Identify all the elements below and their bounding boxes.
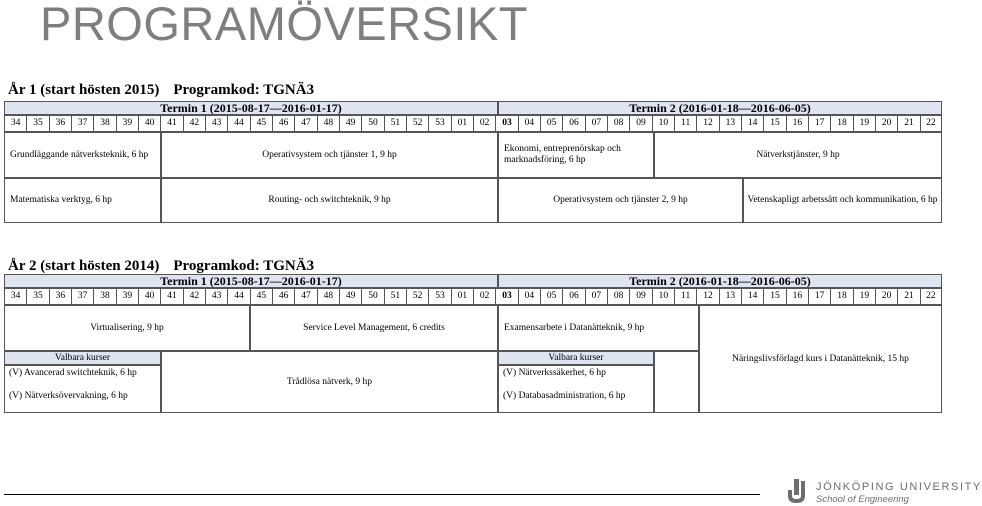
week-cell: 43 bbox=[205, 115, 227, 132]
week-cell: 08 bbox=[607, 115, 629, 132]
footer-divider bbox=[4, 494, 760, 495]
course-natverkstjanster: Nätverkstjänster, 9 hp bbox=[654, 132, 942, 178]
week-cell: 04 bbox=[518, 288, 540, 305]
year1-term2: Termin 2 (2016-01-18—2016-06-05) bbox=[498, 101, 942, 115]
week-cell: 44 bbox=[227, 288, 249, 305]
week-cell: 02 bbox=[473, 115, 495, 132]
week-cell: 21 bbox=[897, 288, 919, 305]
course-grundlaggande-natverksteknik: Grundläggande nätverksteknik, 6 hp bbox=[4, 132, 161, 178]
week-cell: 40 bbox=[138, 115, 160, 132]
year1-term1: Termin 1 (2015-08-17—2016-01-17) bbox=[4, 101, 498, 115]
week-cell: 40 bbox=[138, 288, 160, 305]
week-cell: 05 bbox=[540, 288, 562, 305]
week-cell: 43 bbox=[205, 288, 227, 305]
empty-slot bbox=[654, 351, 699, 413]
week-cell: 01 bbox=[451, 115, 473, 132]
week-cell: 05 bbox=[540, 115, 562, 132]
week-cell: 35 bbox=[26, 288, 48, 305]
week-cell: 52 bbox=[406, 288, 428, 305]
year1-heading bbox=[8, 82, 314, 99]
week-cell: 51 bbox=[384, 288, 406, 305]
week-cell: 06 bbox=[562, 288, 584, 305]
week-cell: 49 bbox=[339, 288, 361, 305]
year1-schedule bbox=[4, 101, 942, 223]
year2-week-row bbox=[4, 288, 942, 305]
week-cell: 41 bbox=[160, 288, 182, 305]
year2-program-code: Programkod: TGNÄ3 bbox=[173, 258, 315, 274]
electives-right-header: Valbara kurser bbox=[498, 351, 654, 365]
school-name: School of Engineering bbox=[816, 494, 909, 505]
course-service-level-management: Service Level Management, 6 credits bbox=[250, 305, 498, 351]
week-cell: 22 bbox=[920, 288, 942, 305]
course-routing-switchteknik: Routing- och switchteknik, 9 hp bbox=[161, 178, 498, 223]
week-cell: 01 bbox=[451, 288, 473, 305]
week-cell: 36 bbox=[49, 115, 71, 132]
week-cell: 53 bbox=[428, 115, 450, 132]
week-cell: 09 bbox=[629, 288, 651, 305]
week-cell: 13 bbox=[719, 288, 741, 305]
week-cell: 21 bbox=[897, 115, 919, 132]
elective-natverkssakerhet: (V) Nätverkssäkerhet, 6 hp bbox=[503, 368, 606, 378]
week-cell: 48 bbox=[317, 115, 339, 132]
week-cell: 48 bbox=[317, 288, 339, 305]
week-cell: 12 bbox=[696, 288, 718, 305]
elective-databasadministration: (V) Databasadministration, 6 hp bbox=[503, 391, 626, 401]
year2-term-row bbox=[4, 274, 942, 288]
week-cell: 34 bbox=[4, 288, 26, 305]
course-matematiska-verktyg: Matematiska verktyg, 6 hp bbox=[4, 178, 161, 223]
year1-week-row bbox=[4, 115, 942, 132]
course-ekonomi: Ekonomi, entreprenörskap och marknadsföring, 6 hp bbox=[498, 132, 654, 178]
year2-term2: Termin 2 (2016-01-18—2016-06-05) bbox=[498, 274, 942, 288]
week-cell: 38 bbox=[93, 288, 115, 305]
week-cell: 20 bbox=[875, 288, 897, 305]
year2-schedule bbox=[4, 274, 942, 413]
week-cell: 07 bbox=[585, 288, 607, 305]
week-cell: 37 bbox=[71, 115, 93, 132]
week-cell: 45 bbox=[250, 288, 272, 305]
week-cell: 39 bbox=[116, 288, 138, 305]
course-virtualisering: Virtualisering, 9 hp bbox=[4, 305, 250, 351]
week-cell: 16 bbox=[786, 288, 808, 305]
electives-left-header: Valbara kurser bbox=[4, 351, 161, 365]
week-cell: 41 bbox=[160, 115, 182, 132]
week-cell: 08 bbox=[607, 288, 629, 305]
week-cell: 37 bbox=[71, 288, 93, 305]
week-cell: 45 bbox=[250, 115, 272, 132]
week-cell: 13 bbox=[719, 115, 741, 132]
elective-natverksovervakning: (V) Nätverksövervakning, 6 hp bbox=[9, 391, 128, 401]
week-cell: 46 bbox=[272, 115, 294, 132]
week-cell: 17 bbox=[808, 115, 830, 132]
week-cell: 22 bbox=[920, 115, 942, 132]
year2-term1: Termin 1 (2015-08-17—2016-01-17) bbox=[4, 274, 498, 288]
week-cell: 15 bbox=[763, 115, 785, 132]
week-cell: 11 bbox=[674, 288, 696, 305]
week-cell: 38 bbox=[93, 115, 115, 132]
week-cell: 03 bbox=[495, 288, 517, 305]
year1-term-row bbox=[4, 101, 942, 115]
week-cell: 19 bbox=[853, 288, 875, 305]
year1-title: År 1 (start hösten 2015) bbox=[8, 82, 160, 98]
week-cell: 50 bbox=[361, 288, 383, 305]
week-cell: 52 bbox=[406, 115, 428, 132]
week-cell: 18 bbox=[830, 115, 852, 132]
week-cell: 47 bbox=[294, 288, 316, 305]
course-operativsystem-1: Operativsystem och tjänster 1, 9 hp bbox=[161, 132, 498, 178]
week-cell: 09 bbox=[629, 115, 651, 132]
page-title: PROGRAMÖVERSIKT bbox=[40, 0, 529, 50]
week-cell: 07 bbox=[585, 115, 607, 132]
year2-title: År 2 (start hösten 2014) bbox=[8, 258, 160, 274]
year1-program-code: Programkod: TGNÄ3 bbox=[173, 82, 315, 98]
university-name: JÖNKÖPING UNIVERSITY bbox=[816, 481, 982, 493]
week-cell: 35 bbox=[26, 115, 48, 132]
week-cell: 39 bbox=[116, 115, 138, 132]
week-cell: 14 bbox=[741, 288, 763, 305]
course-naringslivsforlagd: Näringslivsförlagd kurs i Datanätteknik, 15 hp bbox=[699, 305, 942, 413]
week-cell: 03 bbox=[495, 115, 517, 132]
course-vetenskapligt: Vetenskapligt arbetssätt och kommunikation, 6 hp bbox=[743, 178, 942, 223]
week-cell: 53 bbox=[428, 288, 450, 305]
week-cell: 14 bbox=[741, 115, 763, 132]
course-operativsystem-2: Operativsystem och tjänster 2, 9 hp bbox=[498, 178, 743, 223]
course-tradlosa-natverk: Trådlösa nätverk, 9 hp bbox=[161, 351, 498, 413]
week-cell: 15 bbox=[763, 288, 785, 305]
week-cell: 47 bbox=[294, 115, 316, 132]
week-cell: 10 bbox=[652, 288, 674, 305]
week-cell: 36 bbox=[49, 288, 71, 305]
week-cell: 50 bbox=[361, 115, 383, 132]
elective-avancerad-switchteknik: (V) Avancerad switchteknik, 6 hp bbox=[9, 368, 137, 378]
week-cell: 42 bbox=[183, 288, 205, 305]
week-cell: 34 bbox=[4, 115, 26, 132]
week-cell: 16 bbox=[786, 115, 808, 132]
week-cell: 17 bbox=[808, 288, 830, 305]
week-cell: 20 bbox=[875, 115, 897, 132]
week-cell: 11 bbox=[674, 115, 696, 132]
week-cell: 19 bbox=[853, 115, 875, 132]
university-logo-icon bbox=[786, 478, 808, 504]
week-cell: 44 bbox=[227, 115, 249, 132]
week-cell: 02 bbox=[473, 288, 495, 305]
week-cell: 42 bbox=[183, 115, 205, 132]
year2-heading bbox=[8, 258, 314, 275]
university-logo bbox=[786, 478, 982, 506]
course-examensarbete: Examensarbete i Datanätteknik, 9 hp bbox=[498, 305, 699, 351]
week-cell: 18 bbox=[830, 288, 852, 305]
week-cell: 04 bbox=[518, 115, 540, 132]
week-cell: 12 bbox=[696, 115, 718, 132]
week-cell: 10 bbox=[652, 115, 674, 132]
week-cell: 46 bbox=[272, 288, 294, 305]
week-cell: 49 bbox=[339, 115, 361, 132]
week-cell: 06 bbox=[562, 115, 584, 132]
week-cell: 51 bbox=[384, 115, 406, 132]
